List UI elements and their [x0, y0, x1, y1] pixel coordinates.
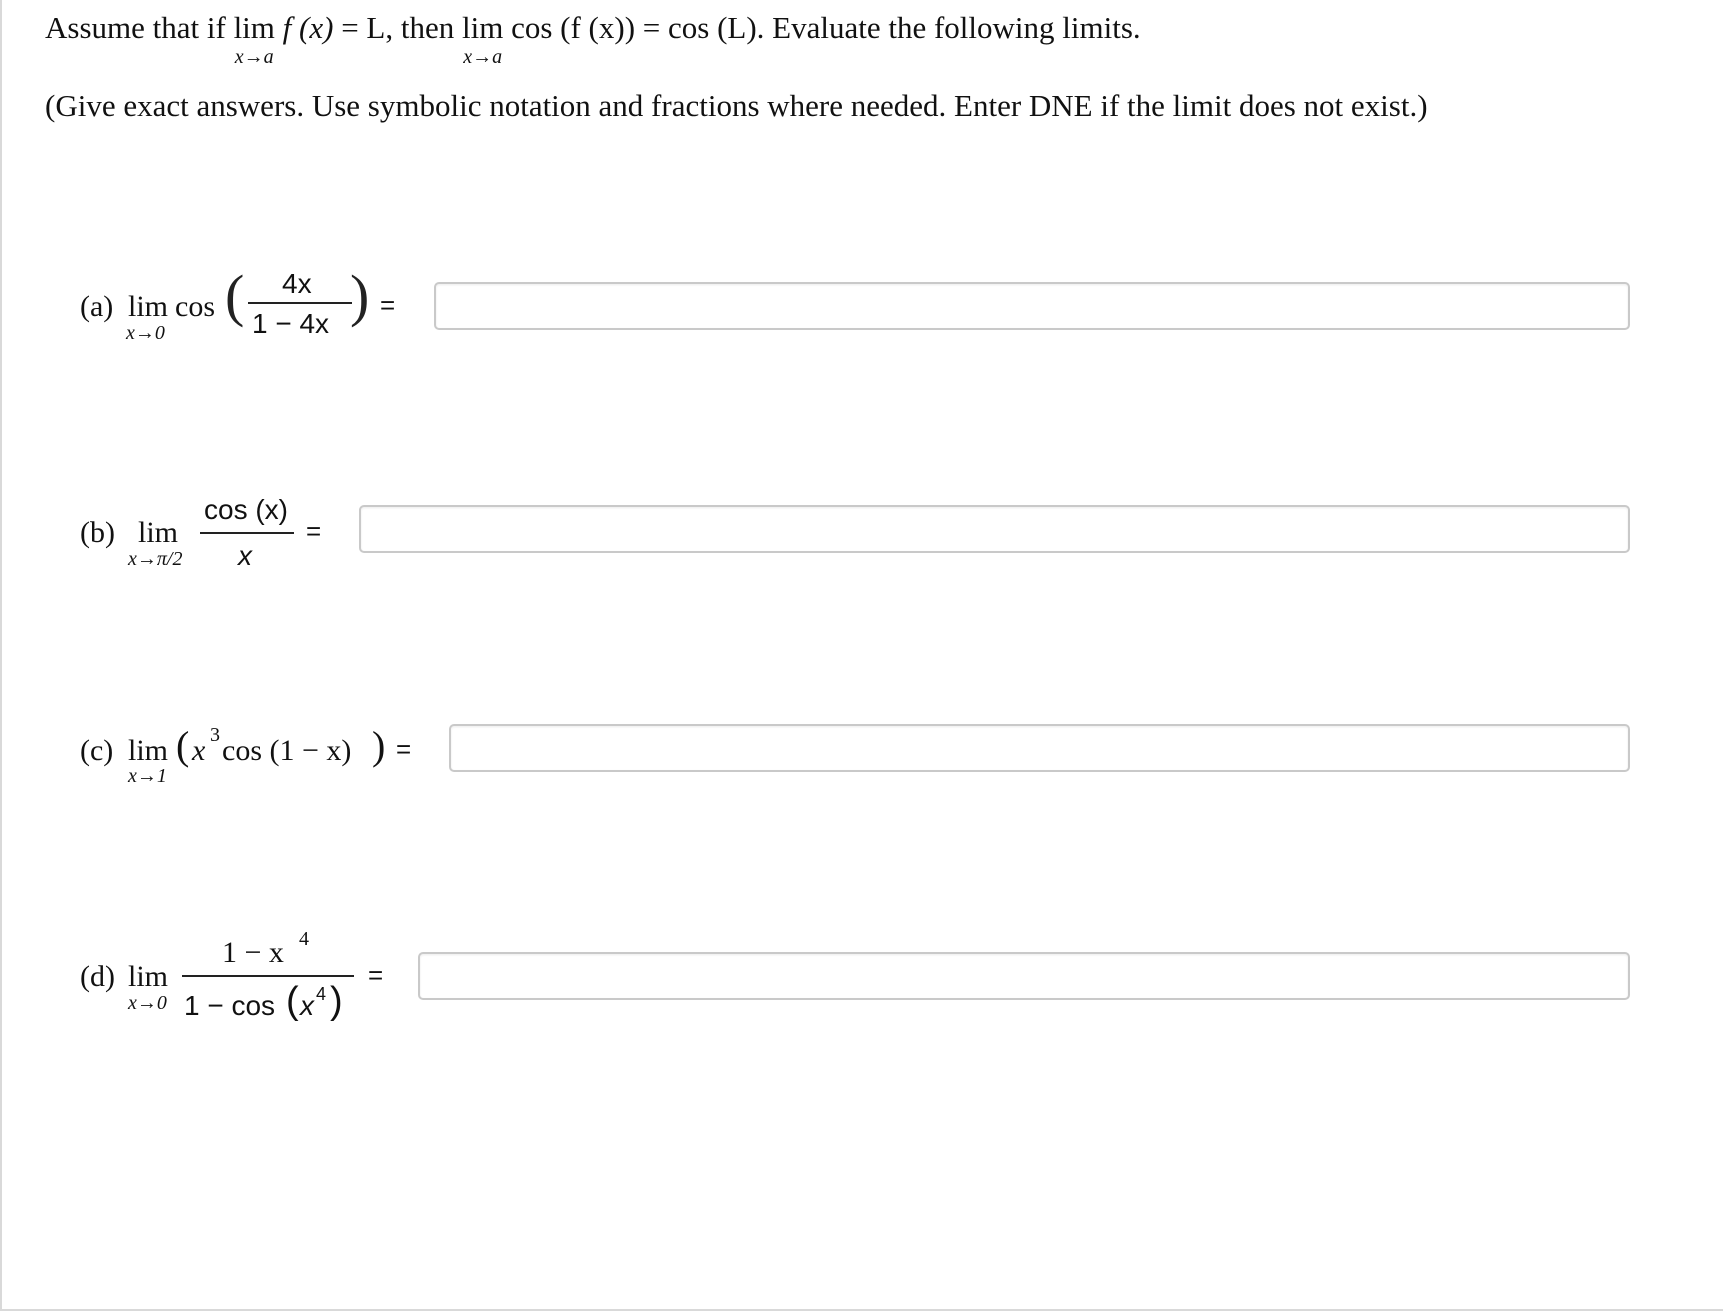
answer-d-input[interactable] [418, 952, 1630, 1000]
answer-a-input[interactable] [434, 282, 1630, 330]
instructions-note: (Give exact answers. Use symbolic notation and fractions where needed. Enter DNE if the limit does not exist.) [45, 88, 1428, 123]
problem-d-fraction-bar [182, 975, 354, 977]
problem-d-equals: = [368, 960, 384, 990]
problem-d-den-close-paren: ) [330, 980, 343, 1022]
answer-b-input[interactable] [359, 505, 1630, 553]
intro-eq-L: = L, then [341, 10, 455, 45]
problem-d-num-power: 4 [299, 928, 309, 950]
problem-d-den-power: 4 [316, 984, 327, 1004]
problem-a-sub: x→0 [126, 322, 165, 344]
problem-c-sub: x→1 [128, 765, 167, 787]
problem-a-equals: = [380, 290, 396, 320]
problem-a-open-paren: ( [225, 263, 245, 328]
problem-a-cos: cos [175, 290, 215, 323]
problem-d-den-open-paren: ( [286, 980, 299, 1022]
problem-a-label: (a) [80, 290, 114, 323]
intro-fx: f (x) [282, 10, 334, 45]
answer-c-input[interactable] [449, 724, 1630, 772]
problem-a-close-paren: ) [350, 263, 370, 328]
problem-c-lim: lim [128, 734, 169, 767]
intro-cos-f: cos (f (x)) [511, 10, 636, 45]
intro-statement [45, 10, 1141, 68]
intro-eq-cosL: = cos (L). Evaluate the following limits. [642, 10, 1141, 45]
problem-d-lim: lim [128, 960, 169, 993]
problem-b-numerator: cos (x) [204, 494, 288, 525]
problem-d-label: (d) [80, 960, 115, 993]
problem-b-denominator: x [238, 540, 252, 571]
problem-c-body: cos (1 − x) [222, 734, 352, 767]
problem-c-label: (c) [80, 734, 114, 767]
problem-c-x: x [192, 734, 206, 767]
problem-a-fraction-bar [248, 302, 352, 304]
problem-a-numerator: 4x [282, 268, 312, 299]
intro-lim-2-sub: x→a [463, 46, 503, 68]
intro-lim-2: lim x→a [461, 10, 504, 68]
problem-c-close-paren: ) [372, 723, 386, 768]
intro-lim-1: lim x→a [233, 10, 275, 68]
problem-b-lim: lim [138, 516, 179, 549]
problem-b-label: (b) [80, 516, 115, 549]
problem-d-denominator: 1 − cos [184, 990, 276, 1021]
problem-c-power: 3 [210, 724, 220, 746]
problem-d-numerator: 1 − x [222, 936, 284, 969]
problem-b-fraction-bar [200, 532, 294, 534]
problem-c-open-paren: ( [176, 723, 190, 768]
problem-c-equals: = [396, 734, 412, 764]
problem-d-den-x: x [300, 990, 314, 1021]
intro-lim-1-sub: x→a [234, 46, 274, 68]
intro-assume: Assume that if [45, 10, 226, 45]
problem-d-sub: x→0 [128, 992, 167, 1014]
problem-a-lim: lim [128, 290, 169, 323]
problem-a-denominator: 1 − 4x [252, 308, 330, 339]
problem-b-sub: x→π/2 [128, 548, 183, 570]
problem-b-equals: = [306, 516, 322, 546]
